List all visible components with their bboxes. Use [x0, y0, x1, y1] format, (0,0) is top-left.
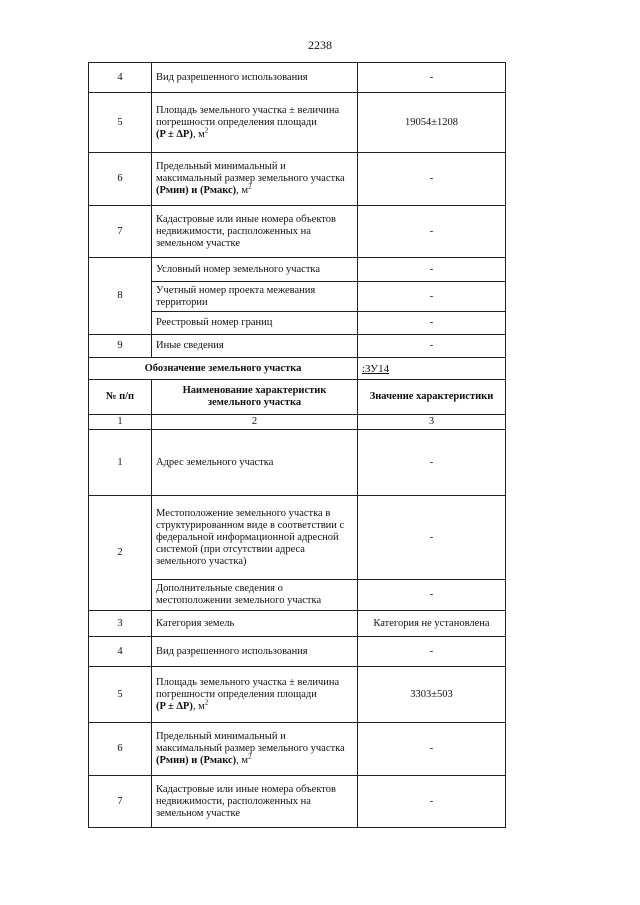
row-label: Дополнительные сведения о местоположении земельного участка [152, 580, 358, 611]
row-value: - [358, 637, 506, 667]
row-value: - [358, 430, 506, 496]
formula: (Рмин) и (Рмакс) [156, 755, 237, 766]
header-characteristic: Наименование характеристик земельного участка [152, 380, 358, 415]
header-value: Значение характеристики [358, 380, 506, 415]
unit: , м [192, 128, 205, 140]
designation-value: :ЗУ14 [358, 358, 506, 380]
unit-sup: 2 [248, 182, 252, 191]
row-value: - [358, 776, 506, 828]
table-row [89, 258, 506, 282]
label-text: Предельный минимальный и максимальный размер земельного участка [156, 161, 345, 184]
formula: (P ± ΔP) [156, 700, 193, 712]
row-label: Условный номер земельного участка [152, 258, 358, 282]
column-number: 1 [89, 415, 152, 430]
row-label [152, 93, 358, 153]
table-row [89, 723, 506, 776]
row-value: - [358, 312, 506, 335]
row-value: - [358, 723, 506, 776]
row-label [152, 153, 358, 206]
table-row [89, 206, 506, 258]
table-row [89, 496, 506, 580]
label-text: Предельный минимальный и максимальный размер земельного участка [156, 731, 345, 754]
row-number: 3 [89, 611, 152, 637]
label-text: Площадь земельного участка ± величина погрешности определения площади [156, 104, 340, 128]
header-number: № п/п [89, 380, 152, 415]
table-row [89, 637, 506, 667]
row-label: Кадастровые или иные номера объектов недвижимости, расположенных на земельном участке [152, 776, 358, 828]
table-row [89, 667, 506, 723]
unit: , м [192, 700, 205, 712]
row-number: 4 [89, 637, 152, 667]
row-label: Адрес земельного участка [152, 430, 358, 496]
unit-sup: 2 [204, 126, 209, 134]
label-text: Площадь земельного участка ± величина погрешности определения площади [156, 676, 340, 700]
row-value: - [358, 206, 506, 258]
row-number: 6 [89, 723, 152, 776]
row-label [152, 667, 358, 723]
row-value: 19054±1208 [358, 93, 506, 153]
formula: (Рмин) и (Рмакс) [156, 185, 237, 196]
column-number: 3 [358, 415, 506, 430]
table-row [89, 335, 506, 358]
column-number-row [89, 415, 506, 430]
unit-sup: 2 [204, 698, 209, 706]
row-value: - [358, 580, 506, 611]
row-label: Вид разрешенного использования [152, 63, 358, 93]
row-number: 1 [89, 430, 152, 496]
row-number: 5 [89, 667, 152, 723]
table-row [89, 93, 506, 153]
row-number: 6 [89, 153, 152, 206]
table-row [89, 312, 506, 335]
row-number: 9 [89, 335, 152, 358]
formula: (P ± ΔP) [156, 128, 193, 140]
row-label: Категория земель [152, 611, 358, 637]
unit: , м [236, 755, 249, 766]
page-number: 2238 [308, 38, 332, 52]
row-label [152, 723, 358, 776]
row-value: - [358, 282, 506, 312]
row-number: 2 [89, 496, 152, 611]
row-number: 5 [89, 93, 152, 153]
table-row [89, 153, 506, 206]
row-label: Учетный номер проекта межевания территории [152, 282, 358, 312]
table-row [89, 611, 506, 637]
table-row [89, 282, 506, 312]
unit-sup: 2 [248, 752, 252, 761]
row-value: Категория не установлена [358, 611, 506, 637]
row-label: Реестровый номер границ [152, 312, 358, 335]
row-value: - [358, 258, 506, 282]
designation-row [89, 358, 506, 380]
unit: , м [236, 185, 249, 196]
row-value: 3303±503 [358, 667, 506, 723]
row-label: Кадастровые или иные номера объектов недвижимости, расположенных на земельном участке [152, 206, 358, 258]
header-row [89, 380, 506, 415]
row-label: Местоположение земельного участка в структурированном виде в соответствии с федеральной информационной адресной системой (при отсутствии адреса земельного участка) [152, 496, 358, 580]
row-number: 8 [89, 258, 152, 335]
row-number: 4 [89, 63, 152, 93]
row-label: Вид разрешенного использования [152, 637, 358, 667]
column-number: 2 [152, 415, 358, 430]
row-value: - [358, 153, 506, 206]
land-plot-table [88, 62, 506, 828]
table-row [89, 63, 506, 93]
row-number: 7 [89, 206, 152, 258]
row-value: - [358, 496, 506, 580]
table-row [89, 430, 506, 496]
row-value: - [358, 335, 506, 358]
row-value: - [358, 63, 506, 93]
designation-label: Обозначение земельного участка [89, 358, 358, 380]
row-number: 7 [89, 776, 152, 828]
table-row [89, 776, 506, 828]
table-row [89, 580, 506, 611]
row-label: Иные сведения [152, 335, 358, 358]
